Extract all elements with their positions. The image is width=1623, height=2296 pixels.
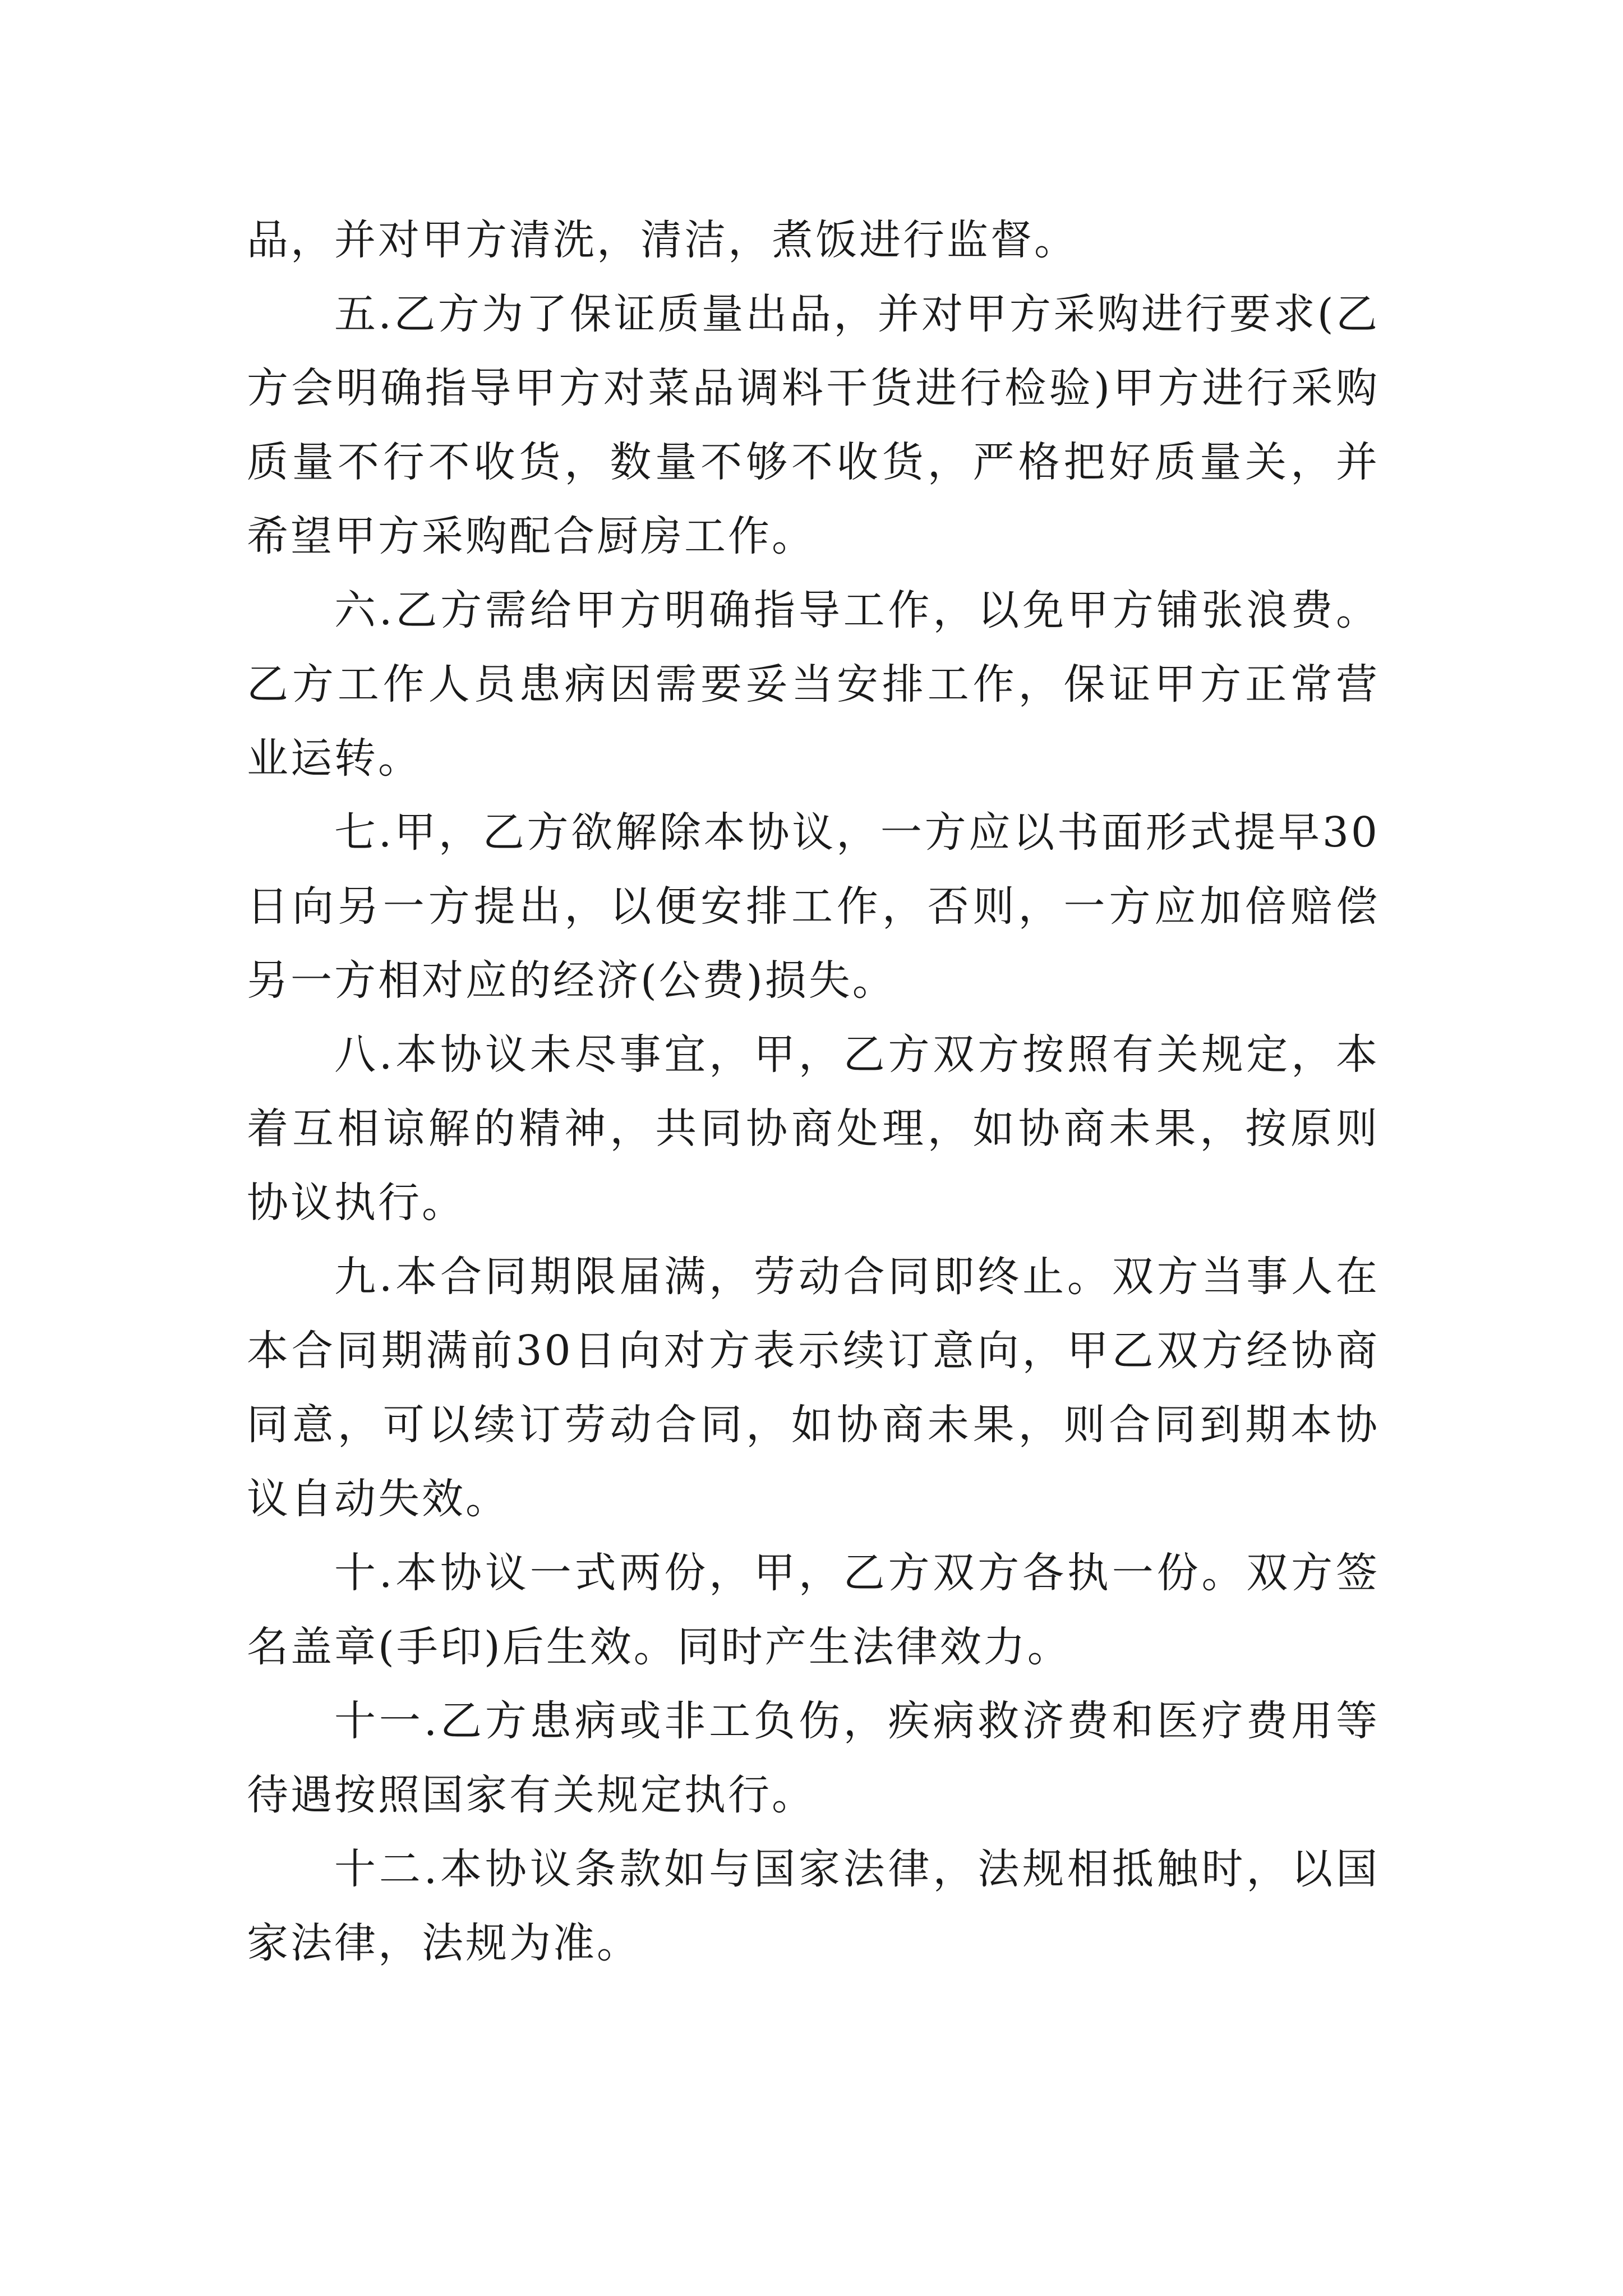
clause-6: 六.乙方需给甲方明确指导工作，以免甲方铺张浪费。乙方工作人员患病因需要妥当安排工作，保证甲方正常营业运转。 [247, 586, 1380, 783]
clause-11: 十一.乙方患病或非工负伤，疾病救济费和医疗费用等待遇按照国家有关规定执行。 [247, 1697, 1380, 1819]
clause-8: 八.本协议未尽事宜，甲，乙方双方按照有关规定，本着互相谅解的精神，共同协商处理，如协商未果，按原则协议执行。 [247, 1030, 1380, 1227]
clause-12: 十二.本协议条款如与国家法律，法规相抵触时，以国家法律，法规为准。 [247, 1845, 1380, 1967]
clause-7: 七.甲，乙方欲解除本协议，一方应以书面形式提早30日向另一方提出，以便安排工作，否则，一方应加倍赔偿另一方相对应的经济(公费)损失。 [247, 808, 1380, 1005]
clause-10: 十.本协议一式两份，甲，乙方双方各执一份。双方签名盖章(手印)后生效。同时产生法律效力。 [247, 1549, 1380, 1671]
document-page [247, 203, 1380, 1980]
clause-5: 五.乙方为了保证质量出品，并对甲方采购进行要求(乙方会明确指导甲方对菜品调料干货进行检验)甲方进行采购质量不行不收货，数量不够不收货，严格把好质量关，并希望甲方采购配合厨房工作。 [247, 290, 1380, 560]
clause-9: 九.本合同期限届满，劳动合同即终止。双方当事人在本合同期满前30日向对方表示续订意向，甲乙双方经协商同意，可以续订劳动合同，如协商未果，则合同到期本协议自动失效。 [247, 1253, 1380, 1523]
paragraph-continuation: 品，并对甲方清洗，清洁，煮饭进行监督。 [247, 216, 1078, 264]
